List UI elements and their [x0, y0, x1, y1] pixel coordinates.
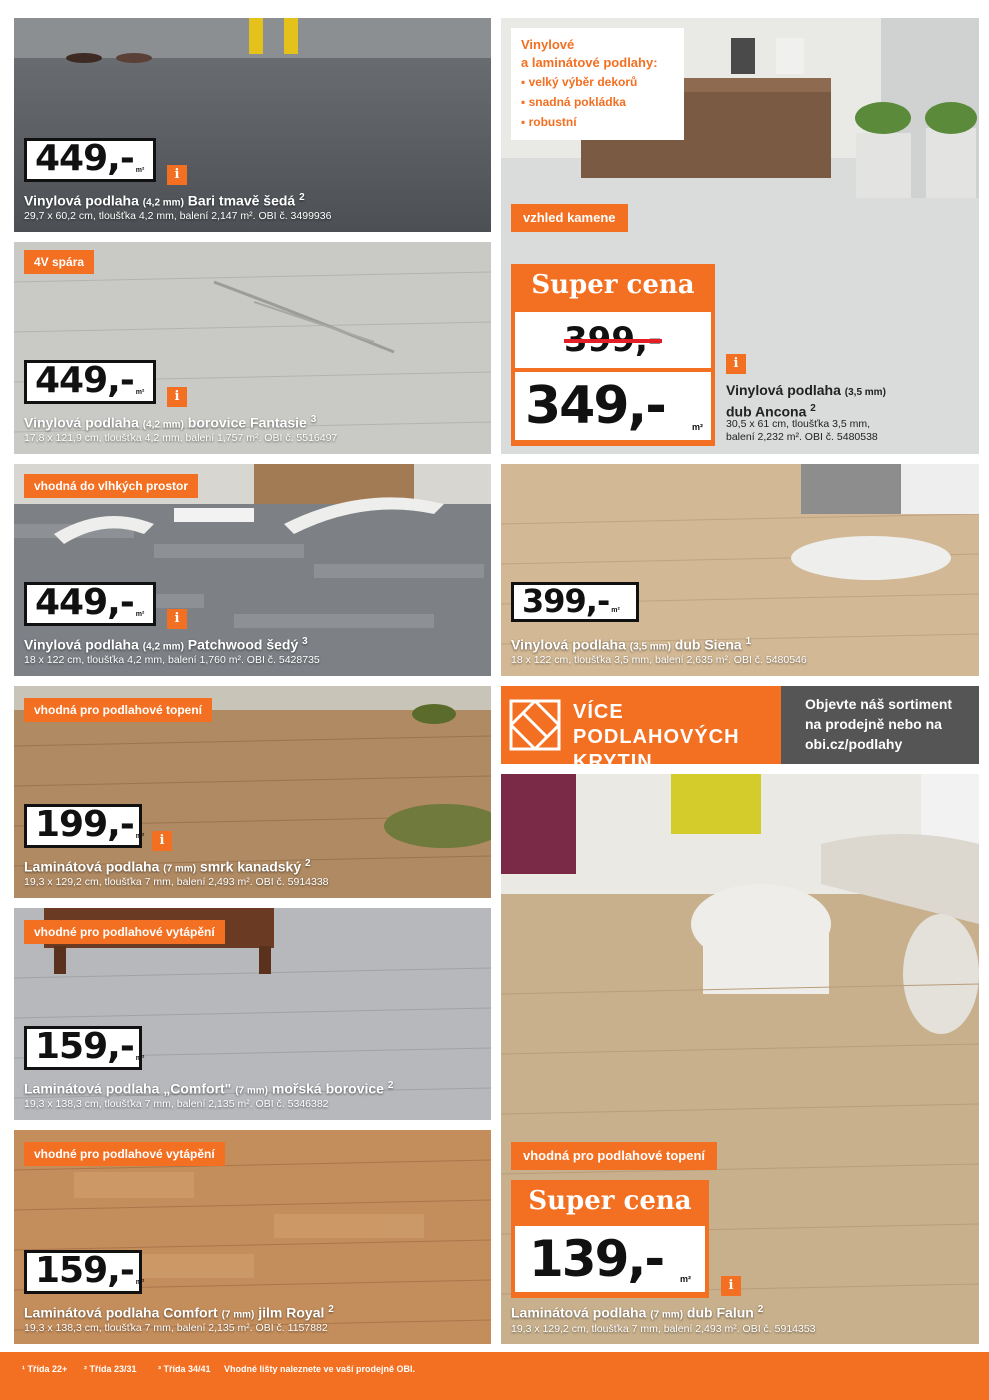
info-icon[interactable]: i — [721, 1276, 741, 1296]
title-name: Vinylová podlaha — [24, 636, 143, 653]
footnote-3: ³ Třída 34/41 — [158, 1364, 211, 1374]
product-tile-falun[interactable] — [501, 774, 979, 1344]
product-tile-patchwood[interactable] — [14, 464, 491, 676]
title-sup: 3 — [310, 414, 317, 425]
title-spec: (7 mm) — [163, 863, 197, 875]
price: 159,- — [35, 1026, 134, 1067]
title-name: Vinylová podlaha — [24, 414, 143, 431]
footnote-1: ¹ Třída 22+ — [22, 1364, 68, 1374]
product-desc: 29,7 x 60,2 cm, tloušťka 4,2 mm, balení 2,147 m². OBI č. 3499936 — [24, 210, 332, 222]
title-spec: (3,5 mm) — [629, 641, 671, 653]
product-desc — [726, 418, 878, 444]
banner-text-line: Objevte náš sortiment — [805, 696, 953, 712]
banner-text — [805, 694, 952, 754]
product-tile-jilm-royal[interactable] — [14, 1130, 491, 1344]
product-tile-siena[interactable] — [501, 464, 979, 676]
super-price-block — [511, 1180, 709, 1298]
callout-item-text: robustní — [528, 115, 577, 129]
tiles-icon — [509, 699, 561, 751]
banner-link[interactable]: obi.cz/podlahy — [805, 736, 903, 752]
title-sup: 2 — [305, 858, 311, 869]
title-variant: Bari tmavě šedá — [183, 192, 300, 209]
super-price-label: Super cena — [528, 1186, 692, 1216]
banner-text-line: na prodejně nebo na — [805, 716, 942, 732]
title-name: Vinylová podlaha — [726, 382, 845, 398]
feature-callout — [511, 28, 684, 140]
title-variant: dub Falun — [683, 1304, 758, 1321]
title-spec: (3,5 mm) — [844, 387, 886, 398]
title-name: Laminátová podlaha Comfort — [24, 1304, 222, 1321]
feature-badge: vhodná pro podlahové topení — [24, 698, 212, 722]
product-title — [24, 858, 311, 875]
price-unit: m² — [135, 1279, 145, 1286]
title-spec: (4,2 mm) — [142, 419, 184, 431]
price: 449,- — [35, 138, 134, 179]
banner-title — [573, 700, 781, 775]
title-spec: (4,2 mm) — [142, 197, 184, 209]
banner-title-line: VÍCE PODLAHOVÝCH — [573, 701, 740, 748]
super-price-label: Super cena — [531, 270, 695, 300]
title-sup: 2 — [387, 1080, 394, 1091]
price-box — [24, 360, 156, 404]
title-variant: dub Ancona — [726, 403, 811, 420]
callout-item: ▪ snadná pokládka — [521, 95, 626, 109]
price-box — [24, 1026, 145, 1070]
info-icon[interactable]: i — [152, 831, 172, 851]
info-icon[interactable]: i — [167, 165, 187, 185]
title-variant: jilm Royal — [254, 1304, 329, 1321]
title-name: Laminátová podlaha — [24, 858, 164, 875]
price-box — [24, 582, 156, 626]
price-box — [24, 1250, 145, 1294]
product-desc: 18 x 122 cm, tloušťka 3,5 mm, balení 2,635 m². OBI č. 5480546 — [511, 654, 807, 666]
feature-badge: vhodná do vlhkých prostor — [24, 474, 198, 498]
price-unit: m² — [611, 607, 620, 614]
price-box — [24, 804, 145, 848]
feature-badge: vhodné pro podlahové vytápění — [24, 920, 225, 944]
title-name: Laminátová podlaha „Comfort" — [24, 1080, 236, 1097]
product-tile-fantasie[interactable] — [14, 242, 491, 454]
title-sup: 2 — [810, 403, 816, 414]
footnote-4: Vhodné lišty naleznete ve vaší prodejně OBI. — [224, 1364, 416, 1374]
product-title — [24, 192, 305, 209]
title-variant: smrk kanadský — [196, 858, 306, 875]
title-variant: mořská borovice — [268, 1080, 388, 1097]
product-title — [726, 382, 971, 420]
title-name: Vinylová podlaha — [24, 192, 143, 209]
title-name: Laminátová podlaha — [511, 1304, 651, 1321]
title-variant: borovice Fantasie — [183, 414, 311, 431]
banner-orange — [501, 686, 781, 773]
title-sup: 2 — [328, 1304, 334, 1315]
price-unit: m² — [135, 611, 145, 618]
price: 399,- — [522, 582, 610, 620]
info-icon[interactable]: i — [167, 387, 187, 407]
callout-item-text: velký výběr dekorů — [528, 75, 638, 89]
product-title — [24, 414, 316, 431]
product-title — [24, 636, 308, 653]
info-icon[interactable]: i — [726, 354, 746, 374]
old-price: 399,- — [564, 320, 662, 360]
callout-item-text: snadná pokládka — [528, 95, 626, 109]
price-unit: m² — [135, 389, 145, 396]
desc-line: balení 2,232 m². OBI č. 5480538 — [726, 431, 878, 443]
title-spec: (7 mm) — [235, 1085, 269, 1097]
banner-grey — [781, 686, 979, 764]
feature-badge: vhodná pro podlahové topení — [511, 1142, 717, 1170]
price: 449,- — [35, 360, 134, 401]
callout-item: ▪ velký výběr dekorů — [521, 75, 638, 89]
title-variant: dub Siena — [670, 636, 746, 653]
product-title — [511, 1304, 763, 1321]
price-unit: m² — [135, 167, 145, 174]
new-price-box — [515, 372, 711, 440]
price-unit: m² — [135, 1055, 145, 1062]
info-icon[interactable]: i — [167, 609, 187, 629]
product-tile-morska-borovice[interactable] — [14, 908, 491, 1120]
price-unit: m² — [680, 1274, 691, 1284]
product-tile-smrk[interactable] — [14, 686, 491, 898]
title-sup: 3 — [302, 636, 308, 647]
title-name: Vinylová podlaha — [511, 636, 630, 653]
product-desc: 19,3 x 129,2 cm, tloušťka 7 mm, balení 2,493 m². OBI č. 5914353 — [511, 1323, 816, 1335]
feature-badge: vhodné pro podlahové vytápění — [24, 1142, 225, 1166]
footer-bar — [0, 1352, 989, 1400]
title-variant: Patchwood šedý — [183, 636, 303, 653]
feature-badge: vzhled kamene — [511, 204, 628, 232]
product-tile-bari[interactable] — [14, 18, 491, 232]
product-desc: 19,3 x 138,3 cm, tloušťka 7 mm, balení 2,135 m². OBI č. 5346382 — [24, 1098, 329, 1110]
new-price: 349,- — [525, 376, 665, 436]
price-box — [511, 582, 639, 622]
price-unit: m² — [135, 833, 145, 840]
title-spec: (7 mm) — [221, 1309, 255, 1321]
price: 159,- — [35, 1250, 134, 1291]
desc-line: 30,5 x 61 cm, tloušťka 3,5 mm, — [726, 418, 870, 430]
old-price-box — [515, 312, 711, 368]
banner-title-line: KRYTIN — [573, 751, 653, 773]
footnote-2: ² Třída 23/31 — [84, 1364, 137, 1374]
feature-badge: 4V spára — [24, 250, 94, 274]
price: 199,- — [35, 804, 134, 845]
product-desc: 18 x 122 cm, tloušťka 4,2 mm, balení 1,760 m². OBI č. 5428735 — [24, 654, 320, 666]
price: 449,- — [35, 582, 134, 623]
product-title — [24, 1080, 393, 1097]
product-desc: 17,8 x 121,9 cm, tloušťka 4,2 mm, balení 1,757 m². OBI č. 5516497 — [24, 432, 338, 444]
price-box — [24, 138, 156, 182]
new-price-box — [515, 1226, 705, 1292]
product-title — [511, 636, 751, 653]
title-sup: 2 — [299, 192, 305, 203]
new-price: 139,- — [529, 1230, 664, 1288]
product-desc: 19,3 x 129,2 cm, tloušťka 7 mm, balení 2,493 m². OBI č. 5914338 — [24, 876, 329, 888]
title-spec: (7 mm) — [650, 1309, 684, 1321]
super-price-block — [511, 264, 715, 446]
callout-item: ▪ robustní — [521, 115, 577, 129]
title-spec: (4,2 mm) — [142, 641, 184, 653]
price-unit: m² — [692, 422, 703, 432]
callout-title: Vinylové a laminátové podlahy: — [521, 37, 658, 70]
title-sup: 1 — [745, 636, 752, 647]
product-title — [24, 1304, 334, 1321]
product-tile-ancona[interactable] — [501, 18, 979, 454]
product-desc: 19,3 x 138,3 cm, tloušťka 7 mm, balení 2,135 m². OBI č. 1157882 — [24, 1322, 328, 1334]
title-sup: 2 — [757, 1304, 764, 1315]
more-flooring-banner[interactable] — [501, 686, 979, 773]
